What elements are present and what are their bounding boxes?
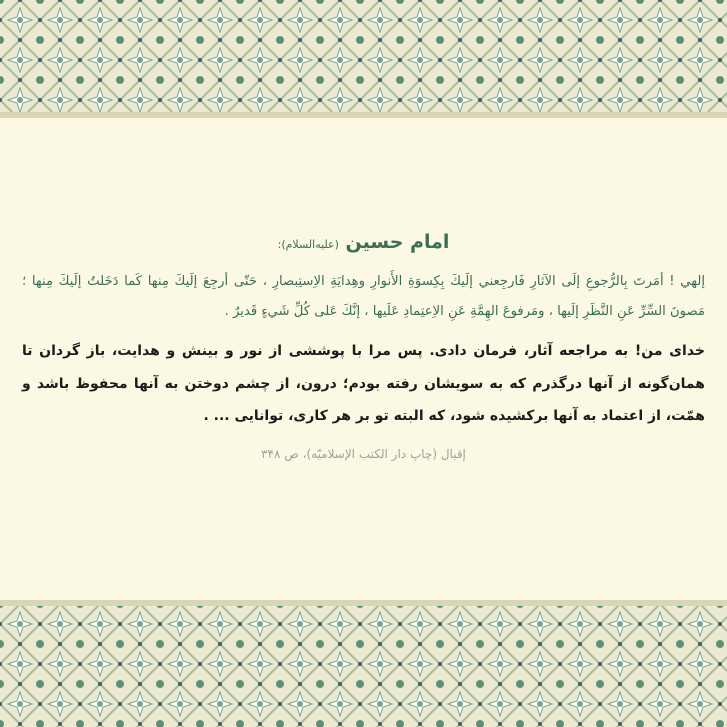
title-name: امام حسین [345,231,450,253]
text-card [0,118,727,600]
hadith-content [22,228,705,461]
arabic-text: إلهي ! أمَرتَ بِالرُّجوعِ إلَى الآثارِ فَارجِعني إلَيكَ بِكِسوَةِ الأَنوارِ وهِدايَةِ الاِستِبصارِ ، حَتّى أرجِعَ إلَيكَ مِنها كَما دَخَلتُ إلَيكَ مِنها ؛ مَصونَ السِّرِّ عَنِ النَّظَرِ إلَيها ، ومَرفوعَ الهِمَّةِ عَنِ الاِعتِمادِ عَلَيها ، إنَّكَ عَلى كُلِّ شَيءٍ قَديرٌ . [22,274,705,319]
persian-translation: خدای من! به مراجعه آثار، فرمان دادی. پس مرا با پوششی از نور و بینش و هدایت، باز گردان تا همان‌گونه از آنها درگذرم که به سویشان رفته بودم؛ درون، از چشم دوختن به آنها محفوظ باشد و همّت، از اعتماد به آنها برکشیده شود، که البته تو بر هر کاری، توانایی ... . [22,343,705,424]
title-honorific: (علیه‌السلام): [277,238,339,251]
geometric-pattern-bottom [0,600,727,727]
source-citation: إقبال (چاپ دار الکتب الإسلامیّه)، ص ۳۴۸ [261,446,466,461]
hadith-title [22,228,705,259]
top-ornament-band [0,0,727,118]
geometric-pattern-top [0,0,727,118]
bottom-ornament-band [0,600,727,727]
